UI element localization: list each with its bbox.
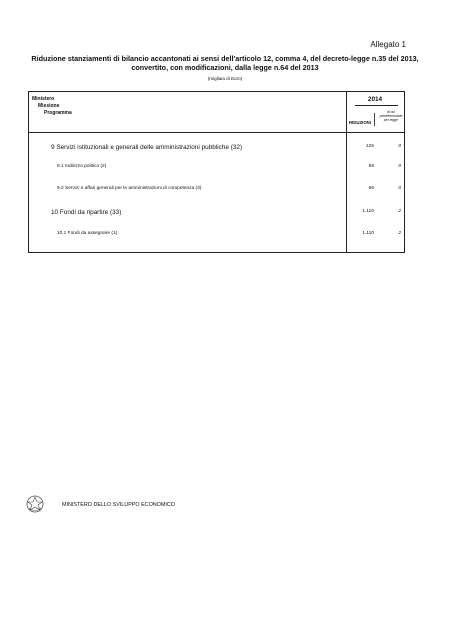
header-year: 2014	[367, 96, 383, 103]
row-riduzioni: 66	[368, 186, 374, 191]
row-label: 9 Servizi istituzionali e generali delle amministrazioni pubbliche (32)	[51, 144, 243, 151]
unit-note: (migliaia di Euro)	[207, 76, 243, 81]
header-programma: Programma	[44, 110, 72, 116]
row-label: 9.2 Servizi e affari generali per le amministrazioni di competenza (3)	[57, 186, 202, 191]
row-legge: 2	[398, 231, 401, 236]
row-riduzioni: 125	[365, 144, 374, 149]
row-label: 10.1 Fondi da assegnare (1)	[57, 231, 118, 236]
column-divider	[346, 92, 347, 252]
title-line-1: Riduzione stanziamenti di bilancio accantonati ai sensi dell'articolo 12, comma 4, del decreto-legge n.35 del 2013,	[31, 54, 419, 63]
row-riduzioni: 1.110	[362, 231, 374, 236]
header-predeterminate: di cui predeterminate per legge	[379, 110, 403, 122]
row-riduzioni: 59	[368, 164, 374, 169]
document-title	[20, 54, 430, 72]
row-riduzioni: 1.110	[362, 209, 374, 214]
header-ministero: Ministero	[32, 96, 55, 102]
emblem-icon	[26, 494, 44, 514]
reductions-table	[28, 91, 405, 253]
row-label: 10 Fondi da ripartire (33)	[51, 209, 122, 216]
row-legge: 0	[398, 186, 401, 191]
footer-ministry: MINISTERO DELLO SVILUPPO ECONOMICO	[62, 502, 175, 508]
allegato-label: Allegato 1	[370, 40, 406, 49]
header-missione: Missione	[38, 103, 60, 109]
title-line-2: convertito, con modificazioni, dalla legge n.64 del 2013	[131, 63, 319, 72]
row-legge: 0	[398, 144, 401, 149]
header-riduzioni: RIDUZIONI	[349, 120, 371, 125]
header-separator	[29, 132, 404, 133]
year-underline	[355, 105, 398, 106]
row-label: 9.1 Indirizzo politico (2)	[57, 164, 107, 169]
row-legge: 0	[398, 164, 401, 169]
row-legge: 2	[398, 209, 401, 214]
header-divider	[374, 113, 375, 126]
